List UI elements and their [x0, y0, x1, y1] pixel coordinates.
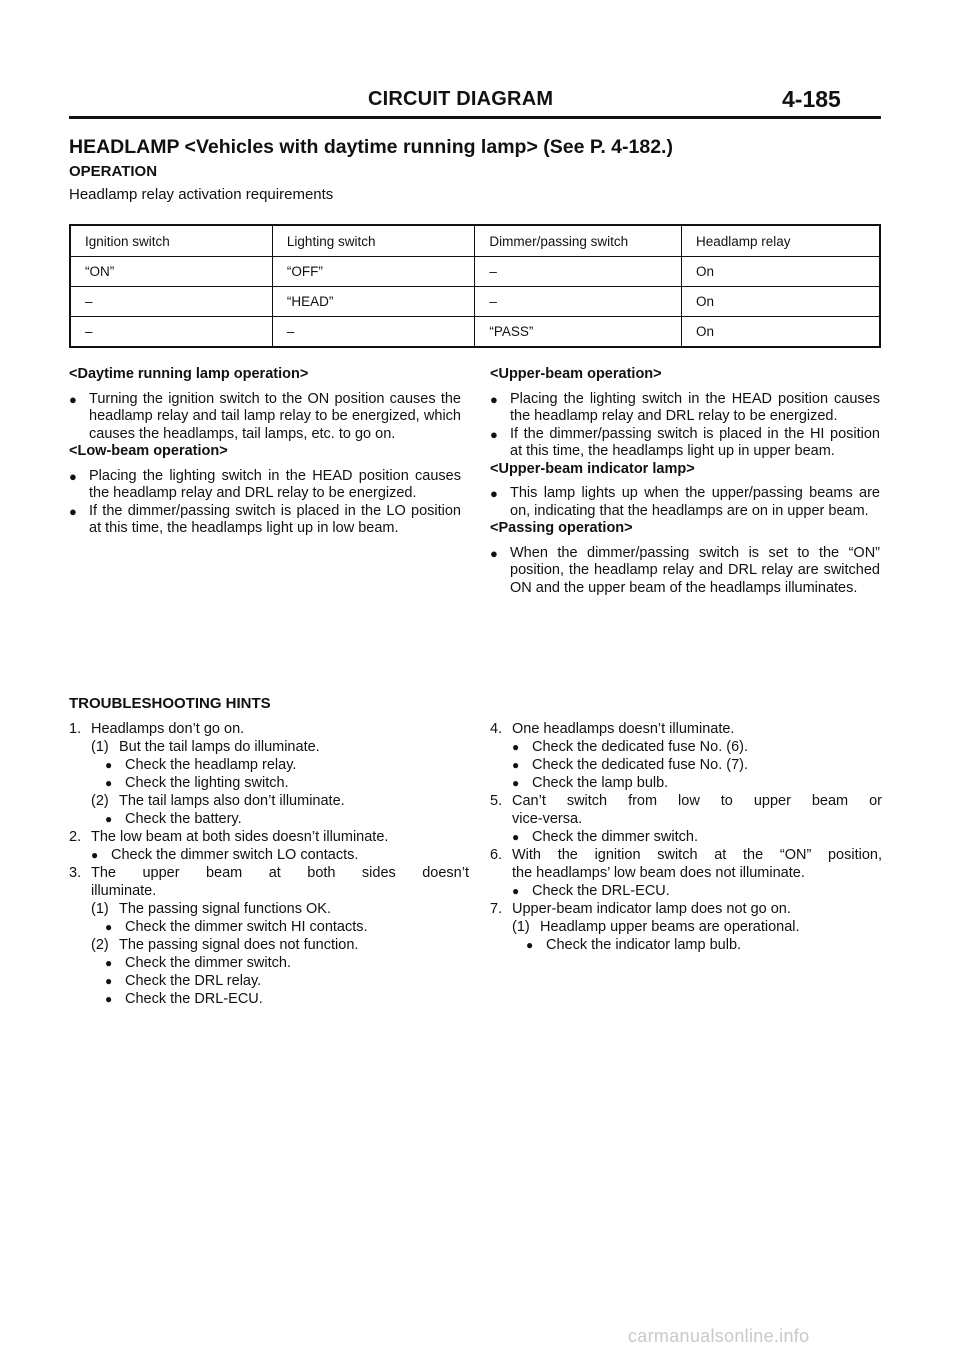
item-marker: (1) — [91, 739, 109, 755]
troubleshooting-line — [69, 810, 469, 828]
troubleshooting-line — [69, 936, 469, 954]
troubleshooting-text: Check the lighting switch. — [125, 775, 289, 791]
item-marker: 3. — [69, 865, 82, 881]
troubleshooting-line — [69, 918, 469, 936]
troubleshooting-line — [69, 954, 469, 972]
document-heading: HEADLAMP <Vehicles with daytime running lamp> (See P. 4-182.) — [69, 136, 673, 158]
troubleshooting-text: One headlamps doesn’t illuminate. — [512, 721, 735, 737]
item-marker: 4. — [490, 721, 503, 737]
bullet-text: Placing the lighting switch in the HEAD position causes the headlamp relay and DRL relay to be energized. — [89, 467, 461, 501]
troubleshooting-line — [490, 864, 882, 882]
table-header-cell: Headlamp relay — [681, 225, 880, 257]
item-marker: 2. — [69, 829, 82, 845]
bullet-item — [69, 468, 461, 503]
bullet-icon: ● — [69, 503, 77, 519]
page-number: 4-185 — [782, 86, 841, 112]
bullet-item — [490, 545, 880, 598]
troubleshooting-line — [490, 774, 882, 792]
bullet-icon: ● — [490, 426, 498, 442]
item-marker: (1) — [512, 919, 530, 935]
bullet-item — [69, 391, 461, 444]
troubleshooting-line — [69, 756, 469, 774]
item-marker: (1) — [91, 901, 109, 917]
bullet-icon: ● — [105, 956, 113, 970]
troubleshooting-text: Upper-beam indicator lamp does not go on. — [512, 901, 791, 917]
troubleshooting-text: Check the dimmer switch LO contacts. — [111, 847, 359, 863]
table-cell: – — [272, 317, 474, 348]
drl-operation-heading: <Daytime running lamp operation> — [69, 366, 309, 382]
bullet-text: Turning the ignition switch to the ON position causes the headlamp relay and tail lamp relay to be energized, which causes the headlamps, tail lamps, etc. to go on. — [89, 390, 461, 442]
item-marker: 1. — [69, 721, 82, 737]
item-marker: 7. — [490, 901, 503, 917]
troubleshooting-line — [69, 792, 469, 810]
table-cell: – — [70, 287, 272, 317]
bullet-icon: ● — [105, 776, 113, 790]
bullet-text: If the dimmer/passing switch is placed in the HI position at this time, the headlamps light up in upper beam. — [510, 425, 880, 459]
bullet-text: If the dimmer/passing switch is placed in the LO position at this time, the headlamps light up in low beam. — [89, 502, 461, 536]
troubleshooting-line — [490, 738, 882, 756]
troubleshooting-text: Check the headlamp relay. — [125, 757, 297, 773]
section-title: CIRCUIT DIAGRAM — [368, 88, 554, 110]
bullet-icon: ● — [105, 812, 113, 826]
table-cell: “PASS” — [475, 317, 682, 348]
troubleshooting-line — [69, 774, 469, 792]
table-row — [70, 287, 880, 317]
troubleshooting-text: Check the DRL-ECU. — [532, 883, 670, 899]
bullet-icon: ● — [512, 830, 520, 844]
troubleshooting-left-column — [69, 720, 469, 1008]
item-marker: (2) — [91, 937, 109, 953]
bullet-icon: ● — [105, 992, 113, 1006]
troubleshooting-line — [69, 846, 469, 864]
troubleshooting-line — [69, 972, 469, 990]
troubleshooting-text: The low beam at both sides doesn’t illuminate. — [91, 829, 389, 845]
troubleshooting-text: Headlamps don’t go on. — [91, 721, 245, 737]
bullet-item — [490, 391, 880, 426]
troubleshooting-line — [490, 900, 882, 918]
bullet-icon: ● — [526, 938, 534, 952]
table-cell: “HEAD” — [272, 287, 474, 317]
troubleshooting-text: Check the dedicated fuse No. (7). — [532, 757, 749, 773]
passing-operation-heading: <Passing operation> — [490, 520, 633, 536]
troubleshooting-text: With the ignition switch at the “ON” position, — [512, 847, 882, 863]
table-cell: “OFF” — [272, 257, 474, 287]
troubleshooting-text: Check the lamp bulb. — [532, 775, 669, 791]
troubleshooting-line — [490, 810, 882, 828]
upper-beam-heading: <Upper-beam operation> — [490, 366, 662, 382]
bullet-icon: ● — [490, 391, 498, 407]
troubleshooting-text: illuminate. — [91, 883, 157, 899]
indicator-lamp-heading: <Upper-beam indicator lamp> — [490, 460, 695, 477]
operation-heading: OPERATION — [69, 163, 158, 180]
troubleshooting-text: The passing signal does not function. — [119, 937, 359, 953]
bullet-icon: ● — [105, 758, 113, 772]
troubleshooting-line — [490, 918, 882, 936]
troubleshooting-text: Check the dimmer switch. — [125, 955, 291, 971]
table-cell: On — [681, 257, 880, 287]
troubleshooting-line — [490, 756, 882, 774]
troubleshooting-line — [490, 882, 882, 900]
operation-right-column — [490, 366, 880, 597]
bullet-text: Placing the lighting switch in the HEAD position causes the headlamp relay and DRL relay to be energized. — [510, 390, 880, 424]
bullet-icon: ● — [105, 920, 113, 934]
troubleshooting-line — [69, 864, 469, 882]
troubleshooting-text: the headlamps’ low beam does not illuminate. — [512, 865, 805, 881]
troubleshooting-text: Check the dimmer switch. — [532, 829, 698, 845]
bullet-icon: ● — [512, 758, 520, 772]
table-header-cell: Dimmer/passing switch — [475, 225, 682, 257]
troubleshooting-text: vice-versa. — [512, 811, 583, 827]
table-cell: – — [70, 317, 272, 348]
troubleshooting-text: Check the DRL-ECU. — [125, 991, 263, 1007]
bullet-item — [69, 503, 461, 538]
bullet-icon: ● — [91, 848, 99, 862]
troubleshooting-line — [69, 990, 469, 1008]
table-cell: On — [681, 287, 880, 317]
bullet-icon: ● — [512, 740, 520, 754]
table-header-row — [70, 225, 880, 257]
item-marker: 6. — [490, 847, 503, 863]
troubleshooting-line — [490, 720, 882, 738]
troubleshooting-line — [490, 936, 882, 954]
troubleshooting-line — [490, 828, 882, 846]
operation-left-column — [69, 366, 461, 538]
troubleshooting-line — [490, 792, 882, 810]
operation-intro: Headlamp relay activation requirements — [69, 186, 334, 203]
troubleshooting-text: Check the battery. — [125, 811, 242, 827]
bullet-item — [490, 426, 880, 461]
table-cell: – — [475, 287, 682, 317]
troubleshooting-line — [69, 720, 469, 738]
bullet-text: This lamp lights up when the upper/passing beams are on, indicating that the headlamps are on in upper beam. — [510, 485, 880, 519]
watermark: carmanualsonline.info — [628, 1326, 810, 1346]
troubleshooting-line — [69, 738, 469, 756]
troubleshooting-text: Check the dedicated fuse No. (6). — [532, 739, 749, 755]
bullet-icon: ● — [512, 776, 520, 790]
troubleshooting-line — [69, 900, 469, 918]
bullet-icon: ● — [490, 545, 498, 561]
troubleshooting-text: The passing signal functions OK. — [119, 901, 331, 917]
item-marker: (2) — [91, 793, 109, 809]
troubleshooting-text: Check the indicator lamp bulb. — [546, 937, 742, 953]
troubleshooting-line — [69, 882, 469, 900]
table-row — [70, 257, 880, 287]
bullet-icon: ● — [490, 486, 498, 501]
troubleshooting-right-column — [490, 720, 882, 954]
bullet-text: When the dimmer/passing switch is set to the “ON” position, the headlamp relay and DRL relay are switched ON and the upper beam of the headlamps illuminates. — [510, 544, 880, 596]
troubleshooting-text: Can’t switch from low to upper beam or — [512, 793, 882, 809]
table-header-cell: Lighting switch — [272, 225, 474, 257]
bullet-item — [490, 485, 880, 520]
bullet-icon: ● — [69, 468, 77, 484]
low-beam-heading: <Low-beam operation> — [69, 443, 228, 459]
relay-requirements-table — [69, 224, 881, 348]
troubleshooting-line — [490, 846, 882, 864]
table-cell: “ON” — [70, 257, 272, 287]
bullet-icon: ● — [105, 974, 113, 988]
table-cell: On — [681, 317, 880, 348]
item-marker: 5. — [490, 793, 503, 809]
troubleshooting-text: The tail lamps also don’t illuminate. — [119, 793, 345, 809]
troubleshooting-text: But the tail lamps do illuminate. — [119, 739, 320, 755]
troubleshooting-heading: TROUBLESHOOTING HINTS — [69, 695, 271, 712]
bullet-icon: ● — [512, 884, 520, 898]
troubleshooting-text: Check the dimmer switch HI contacts. — [125, 919, 368, 935]
bullet-icon: ● — [69, 391, 77, 407]
header-rule — [69, 116, 881, 119]
table-header-cell: Ignition switch — [70, 225, 272, 257]
troubleshooting-text: The upper beam at both sides doesn’t — [91, 865, 469, 881]
troubleshooting-line — [69, 828, 469, 846]
troubleshooting-text: Check the DRL relay. — [125, 973, 262, 989]
table-row — [70, 317, 880, 348]
troubleshooting-text: Headlamp upper beams are operational. — [540, 919, 800, 935]
table-cell: – — [475, 257, 682, 287]
